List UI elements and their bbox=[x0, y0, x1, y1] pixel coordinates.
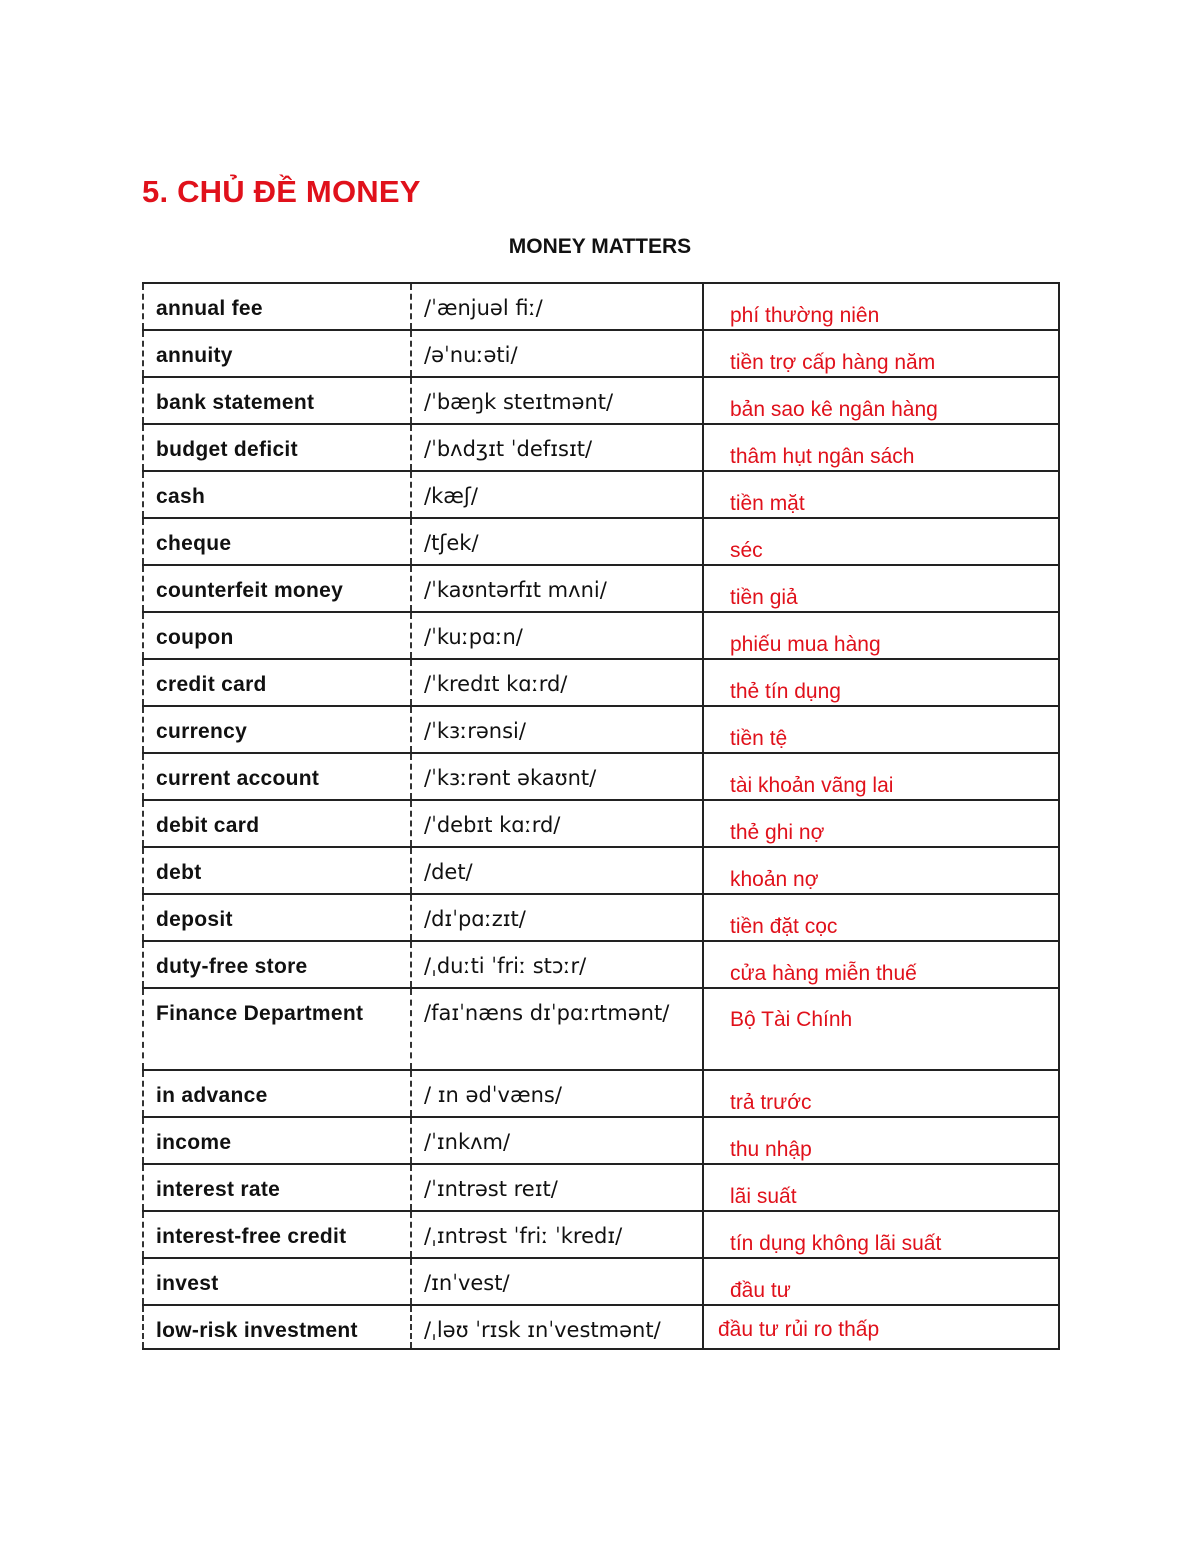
table-row bbox=[143, 988, 1059, 1070]
pronunciation-cell: /ˈkɜːrənsi/ bbox=[411, 706, 703, 753]
pronunciation-cell: /ˈkɜːrənt əkaʊnt/ bbox=[411, 753, 703, 800]
meaning-cell: đầu tư rủi ro thấp bbox=[703, 1305, 1059, 1349]
table-row bbox=[143, 471, 1059, 518]
table-title: MONEY MATTERS bbox=[508, 235, 692, 258]
pronunciation-cell: /kæʃ/ bbox=[411, 471, 703, 518]
meaning-cell: trả trước bbox=[703, 1070, 1059, 1117]
meaning-cell: tiền giả bbox=[703, 565, 1059, 612]
pronunciation-cell: /faɪˈnæns dɪˈpɑːrtmənt/ bbox=[411, 988, 703, 1070]
vocabulary-table-body bbox=[143, 283, 1059, 1349]
pronunciation-cell: /tʃek/ bbox=[411, 518, 703, 565]
meaning-cell: Bộ Tài Chính bbox=[703, 988, 1059, 1070]
table-row bbox=[143, 800, 1059, 847]
term-cell: current account bbox=[143, 753, 411, 800]
meaning-cell: phiếu mua hàng bbox=[703, 612, 1059, 659]
term-cell: coupon bbox=[143, 612, 411, 659]
table-row bbox=[143, 1117, 1059, 1164]
pronunciation-cell: /ˈbæŋk steɪtmənt/ bbox=[411, 377, 703, 424]
meaning-cell: bản sao kê ngân hàng bbox=[703, 377, 1059, 424]
term-cell: budget deficit bbox=[143, 424, 411, 471]
term-cell: debt bbox=[143, 847, 411, 894]
table-row bbox=[143, 518, 1059, 565]
term-cell: deposit bbox=[143, 894, 411, 941]
pronunciation-cell: /dɪˈpɑːzɪt/ bbox=[411, 894, 703, 941]
table-row bbox=[143, 1070, 1059, 1117]
term-cell: income bbox=[143, 1117, 411, 1164]
term-cell: cheque bbox=[143, 518, 411, 565]
table-row bbox=[143, 1164, 1059, 1211]
table-row bbox=[143, 706, 1059, 753]
page-title: 5. CHỦ ĐỀ MONEY bbox=[142, 174, 421, 209]
pronunciation-cell: /əˈnuːəti/ bbox=[411, 330, 703, 377]
term-cell: counterfeit money bbox=[143, 565, 411, 612]
meaning-cell: khoản nợ bbox=[703, 847, 1059, 894]
meaning-cell: tiền đặt cọc bbox=[703, 894, 1059, 941]
meaning-cell: tiền mặt bbox=[703, 471, 1059, 518]
term-cell: Finance Department bbox=[143, 988, 411, 1070]
pronunciation-cell: /ˈænjuəl fiː/ bbox=[411, 283, 703, 330]
pronunciation-cell: /ɪnˈvest/ bbox=[411, 1258, 703, 1305]
meaning-cell: thẻ ghi nợ bbox=[703, 800, 1059, 847]
table-row bbox=[143, 612, 1059, 659]
table-row bbox=[143, 377, 1059, 424]
table-row bbox=[143, 565, 1059, 612]
term-cell: currency bbox=[143, 706, 411, 753]
term-cell: low-risk investment bbox=[143, 1305, 411, 1349]
pronunciation-cell: /ˈkuːpɑːn/ bbox=[411, 612, 703, 659]
pronunciation-cell: / ɪn ədˈvæns/ bbox=[411, 1070, 703, 1117]
term-cell: debit card bbox=[143, 800, 411, 847]
table-row bbox=[143, 1305, 1059, 1349]
pronunciation-cell: /ˈdebɪt kɑːrd/ bbox=[411, 800, 703, 847]
table-row bbox=[143, 1258, 1059, 1305]
term-cell: annual fee bbox=[143, 283, 411, 330]
meaning-cell: thẻ tín dụng bbox=[703, 659, 1059, 706]
pronunciation-cell: /ˈkredɪt kɑːrd/ bbox=[411, 659, 703, 706]
pronunciation-cell: /det/ bbox=[411, 847, 703, 894]
meaning-cell: đầu tư bbox=[703, 1258, 1059, 1305]
table-row bbox=[143, 894, 1059, 941]
pronunciation-cell: /ˌduːti ˈfriː stɔːr/ bbox=[411, 941, 703, 988]
meaning-cell: tiền trợ cấp hàng năm bbox=[703, 330, 1059, 377]
term-cell: interest-free credit bbox=[143, 1211, 411, 1258]
pronunciation-cell: /ˈɪnkʌm/ bbox=[411, 1117, 703, 1164]
meaning-cell: cửa hàng miễn thuế bbox=[703, 941, 1059, 988]
term-cell: interest rate bbox=[143, 1164, 411, 1211]
vocabulary-table bbox=[142, 282, 1060, 1350]
meaning-cell: tiền tệ bbox=[703, 706, 1059, 753]
term-cell: annuity bbox=[143, 330, 411, 377]
term-cell: in advance bbox=[143, 1070, 411, 1117]
pronunciation-cell: /ˌləʊ ˈrɪsk ɪnˈvestmənt/ bbox=[411, 1305, 703, 1349]
pronunciation-cell: /ˌɪntrəst ˈfriː ˈkredɪ/ bbox=[411, 1211, 703, 1258]
pronunciation-cell: /ˈbʌdʒɪt ˈdefɪsɪt/ bbox=[411, 424, 703, 471]
meaning-cell: phí thường niên bbox=[703, 283, 1059, 330]
table-row bbox=[143, 283, 1059, 330]
table-row bbox=[143, 753, 1059, 800]
table-row bbox=[143, 847, 1059, 894]
table-row bbox=[143, 659, 1059, 706]
meaning-cell: séc bbox=[703, 518, 1059, 565]
meaning-cell: tín dụng không lãi suất bbox=[703, 1211, 1059, 1258]
term-cell: cash bbox=[143, 471, 411, 518]
term-cell: bank statement bbox=[143, 377, 411, 424]
table-row bbox=[143, 941, 1059, 988]
term-cell: credit card bbox=[143, 659, 411, 706]
meaning-cell: thu nhập bbox=[703, 1117, 1059, 1164]
table-row bbox=[143, 424, 1059, 471]
pronunciation-cell: /ˈɪntrəst reɪt/ bbox=[411, 1164, 703, 1211]
meaning-cell: lãi suất bbox=[703, 1164, 1059, 1211]
term-cell: invest bbox=[143, 1258, 411, 1305]
meaning-cell: thâm hụt ngân sách bbox=[703, 424, 1059, 471]
table-row bbox=[143, 1211, 1059, 1258]
table-row bbox=[143, 330, 1059, 377]
pronunciation-cell: /ˈkaʊntərfɪt mʌni/ bbox=[411, 565, 703, 612]
term-cell: duty-free store bbox=[143, 941, 411, 988]
meaning-cell: tài khoản vãng lai bbox=[703, 753, 1059, 800]
